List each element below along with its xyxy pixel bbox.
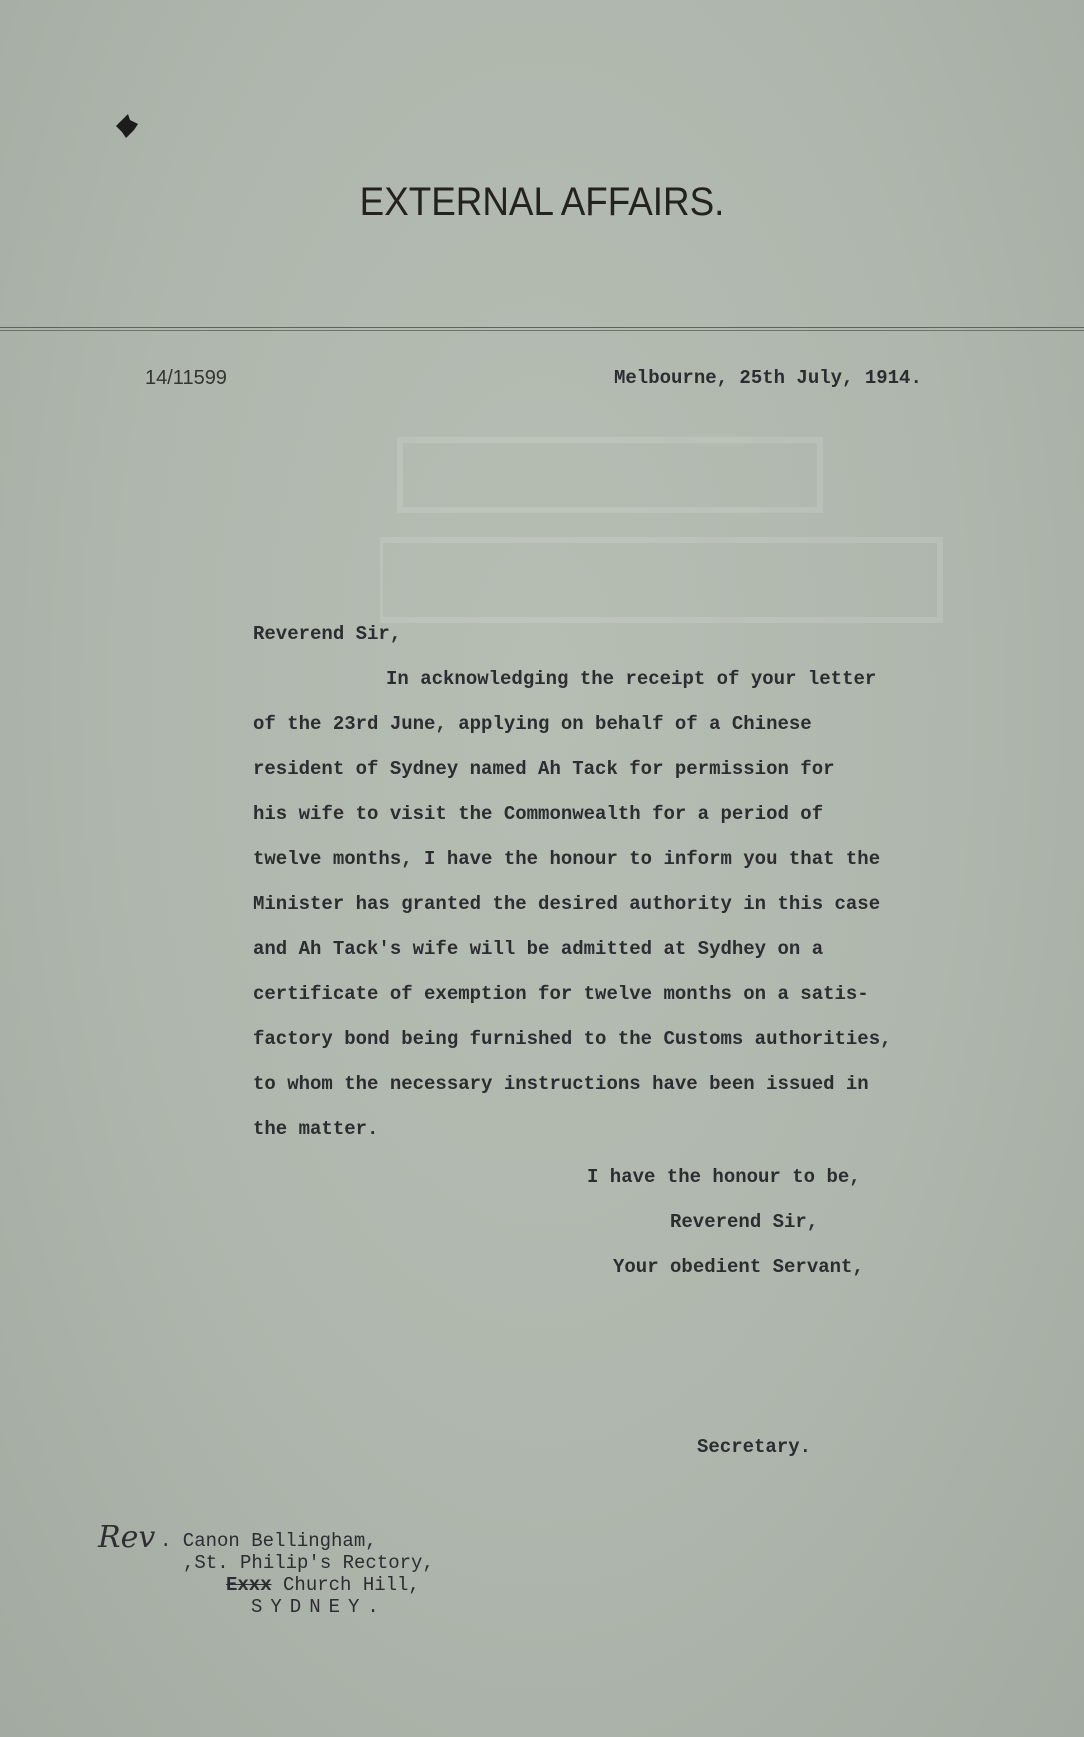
address-line: ,St. Philip's Rectory, [183, 1552, 434, 1574]
body-line: to whom the necessary instructions have been issued in [253, 1073, 869, 1095]
struck-out-word: Exxx [226, 1574, 272, 1596]
letterhead-title: EXTERNAL AFFAIRS. [359, 180, 725, 224]
body-line: his wife to visit the Commonwealth for a period of [253, 803, 824, 825]
salutation: Reverend Sir, [253, 623, 402, 645]
closing-line: Your obedient Servant, [613, 1256, 864, 1278]
address-handwritten-prefix: Rev [98, 1520, 156, 1555]
body-line: resident of Sydney named Ah Tack for permission for [253, 758, 835, 780]
address-line: . Canon Bellingham, [160, 1530, 377, 1552]
reference-number: 14/11599 [145, 367, 227, 389]
body-line: factory bond being furnished to the Customs authorities, [253, 1028, 892, 1050]
letterhead-rule-top [0, 327, 1084, 328]
body-line: Minister has granted the desired authority in this case [253, 893, 881, 915]
body-line: In acknowledging the receipt of your letter [386, 668, 877, 690]
body-line: of the 23rd June, applying on behalf of a Chinese [253, 713, 812, 735]
body-line: and Ah Tack's wife will be admitted at Sydhey on a [253, 938, 824, 960]
body-line: the matter. [253, 1118, 379, 1140]
date-line: Melbourne, 25th July, 1914. [614, 367, 922, 389]
paper-watermark [380, 430, 980, 630]
closing-line: I have the honour to be, [587, 1166, 861, 1188]
address-line [226, 1574, 420, 1596]
closing-line: Reverend Sir, [670, 1211, 819, 1233]
signoff-title: Secretary. [697, 1436, 812, 1458]
address-line-text: Church Hill, [271, 1574, 420, 1596]
address-line: SYDNEY. [251, 1596, 387, 1618]
ink-blot-mark [112, 112, 142, 142]
body-line: twelve months, I have the honour to inform you that the [253, 848, 881, 870]
body-line: certificate of exemption for twelve months on a satis- [253, 983, 869, 1005]
letterhead-rule-bottom [0, 330, 1084, 331]
